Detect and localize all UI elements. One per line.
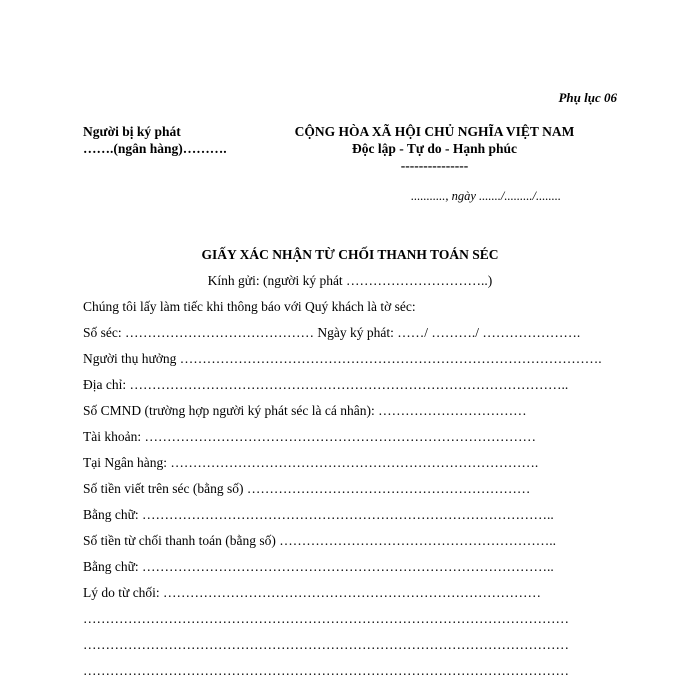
appendix-label: Phụ lục 06 [558, 90, 617, 105]
national-header [282, 123, 587, 174]
recipient-line: Kính gửi: (người ký phát …………………………..) [207, 273, 493, 288]
document-title: GIẤY XÁC NHẬN TỪ CHỐI THANH TOÁN SÉC [201, 247, 499, 262]
field-blank-line-1: ……………………………………………………………………………………………… [83, 611, 569, 626]
field-refusal-reason: Lý do từ chối: ………………………………………………………………………… [83, 585, 542, 600]
date-line: ..........., ngày ......./........./........ [411, 189, 561, 203]
issuer-title: Người bị ký phát [83, 124, 181, 139]
field-account: Tài khoản: …………………………………………………………………………… [83, 429, 536, 444]
field-amount-words: Bằng chữ: ……………………………………………………………………………….. [83, 507, 554, 522]
field-address: Địa chỉ: …………………………………………………………………………………….. [83, 377, 569, 392]
field-refused-amount-words: Bằng chữ: ……………………………………………………………………………….. [83, 559, 554, 574]
intro-text: Chúng tôi lấy làm tiếc khi thông báo với Quý khách là tờ séc: [83, 299, 416, 314]
field-blank-line-2: ……………………………………………………………………………………………… [83, 637, 569, 652]
field-id-number: Số CMND (trường hợp người ký phát séc là cá nhân): …………………………… [83, 403, 527, 418]
field-amount-numeric: Số tiền viết trên séc (bằng số) ……………………………………………………… [83, 481, 531, 496]
country-name: CỘNG HÒA XÃ HỘI CHỦ NGHĨA VIỆT NAM [294, 124, 575, 139]
field-blank-line-3: ……………………………………………………………………………………………… [83, 663, 569, 678]
field-payee: Người thụ hưởng …………………………………………………………………………………. [83, 351, 602, 366]
issuer-bank: …….(ngân hàng)………. [83, 141, 227, 156]
header-separator: --------------- [400, 158, 469, 173]
national-motto: Độc lập - Tự do - Hạnh phúc [351, 141, 518, 156]
field-bank: Tại Ngân hàng: ………………………………………………………………………. [83, 455, 539, 470]
issuer-block [83, 123, 227, 157]
field-cheque-number: Số séc: …………………………………… Ngày ký phát: ……/ ………./ …………………. [83, 325, 581, 340]
field-refused-amount-numeric: Số tiền từ chối thanh toán (bằng số) …………………………………………………….. [83, 533, 557, 548]
